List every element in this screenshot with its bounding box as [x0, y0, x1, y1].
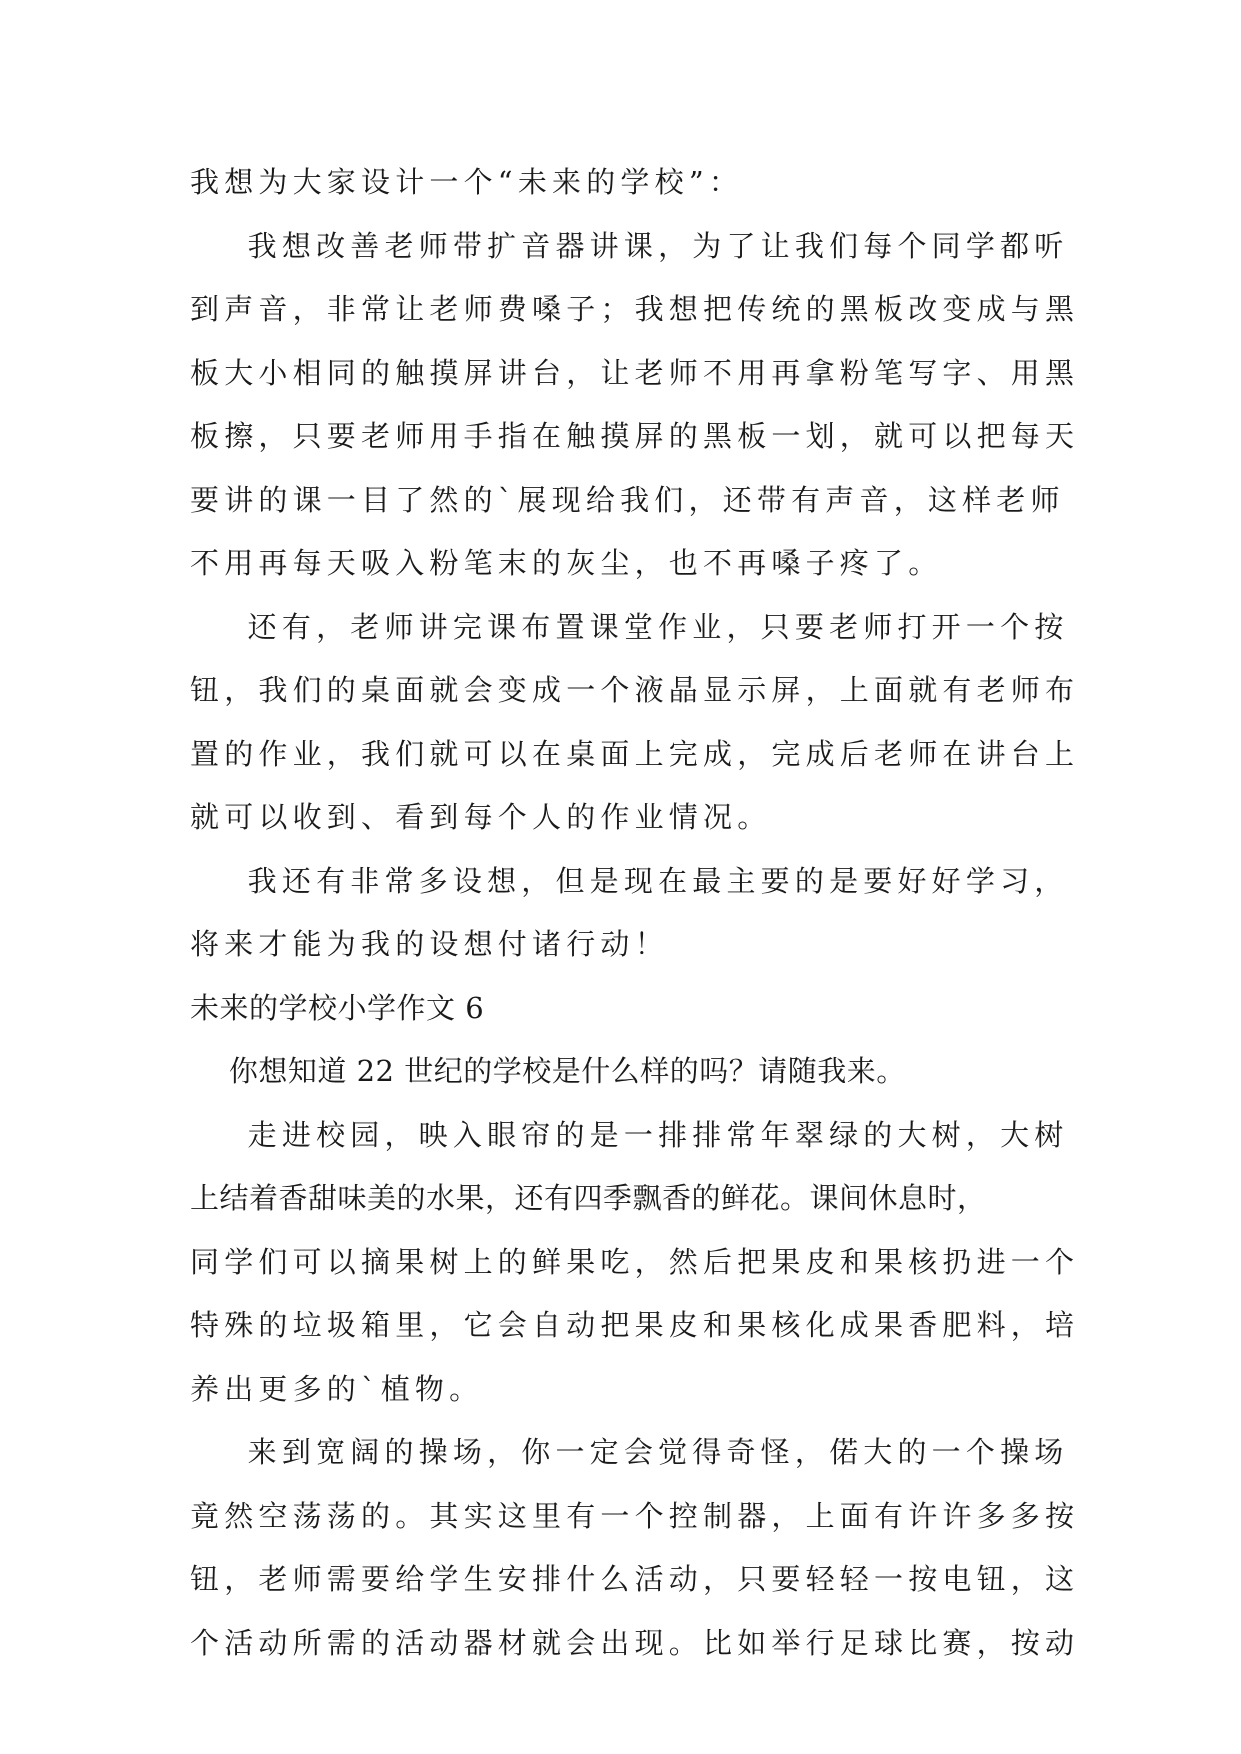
section-heading: 未来的学校小学作文 6: [190, 990, 485, 1025]
paragraph-line: 要讲的课一目了然的`展现给我们，还带有声音，这样老师: [190, 482, 1065, 517]
paragraph-line: 特殊的垃圾箱里，它会自动把果皮和果核化成果香肥料，培: [190, 1308, 1080, 1342]
body-text: [190, 151, 1080, 1675]
paragraph-line: 板大小相同的触摸屏讲台，让老师不用再拿粉笔写字、用黑: [190, 355, 1080, 390]
paragraph-line: 不用再每天吸入粉笔末的灰尘，也不再嗓子疼了。: [190, 546, 943, 580]
paragraph-line: 到声音，非常让老师费嗓子；我想把传统的黑板改变成与黑: [190, 292, 1080, 326]
paragraph-line: 个活动所需的活动器材就会出现。比如举行足球比赛，按动: [190, 1625, 1080, 1660]
paragraph-line: 来到宽阔的操场，你一定会觉得奇怪，偌大的一个操场: [190, 1435, 1069, 1469]
paragraph-line: 钮，老师需要给学生安排什么活动，只要轻轻一按电钮，这: [190, 1562, 1080, 1596]
paragraph-line: 将来才能为我的设想付诸行动！: [190, 927, 669, 961]
paragraph-line: 置的作业，我们就可以在桌面上完成，完成后老师在讲台上: [190, 736, 1080, 771]
paragraph-line: 还有，老师讲完课布置课堂作业，只要老师打开一个按: [190, 609, 1069, 644]
paragraph-line: 上结着香甜味美的水果，还有四季飘香的鲜花。课间休息时，: [190, 1181, 987, 1215]
paragraph-line: 养出更多的`植物。: [190, 1371, 484, 1406]
paragraph-line: 钮，我们的桌面就会变成一个液晶显示屏，上面就有老师布: [190, 673, 1080, 707]
paragraph-line: 走进校园，映入眼帘的是一排排常年翠绿的大树，大树: [190, 1117, 1069, 1152]
paragraph-line: 你想知道 22 世纪的学校是什么样的吗？请随我来。: [190, 1054, 906, 1088]
paragraph-line: 就可以收到、看到每个人的作业情况。: [190, 800, 772, 834]
paragraph-line: 竟然空荡荡的。其实这里有一个控制器，上面有许许多多按: [190, 1498, 1080, 1533]
paragraph-line: 同学们可以摘果树上的鲜果吃，然后把果皮和果核扔进一个: [190, 1244, 1080, 1279]
paragraph-line: 我想改善老师带扩音器讲课，为了让我们每个同学都听: [190, 228, 1069, 263]
paragraph-line: 板擦，只要老师用手指在触摸屏的黑板一划，就可以把每天: [190, 419, 1080, 453]
paragraph-line: 我想为大家设计一个“未来的学校”：: [190, 165, 744, 199]
paragraph-line: 我还有非常多设想，但是现在最主要的是要好好学习，: [190, 863, 1069, 898]
